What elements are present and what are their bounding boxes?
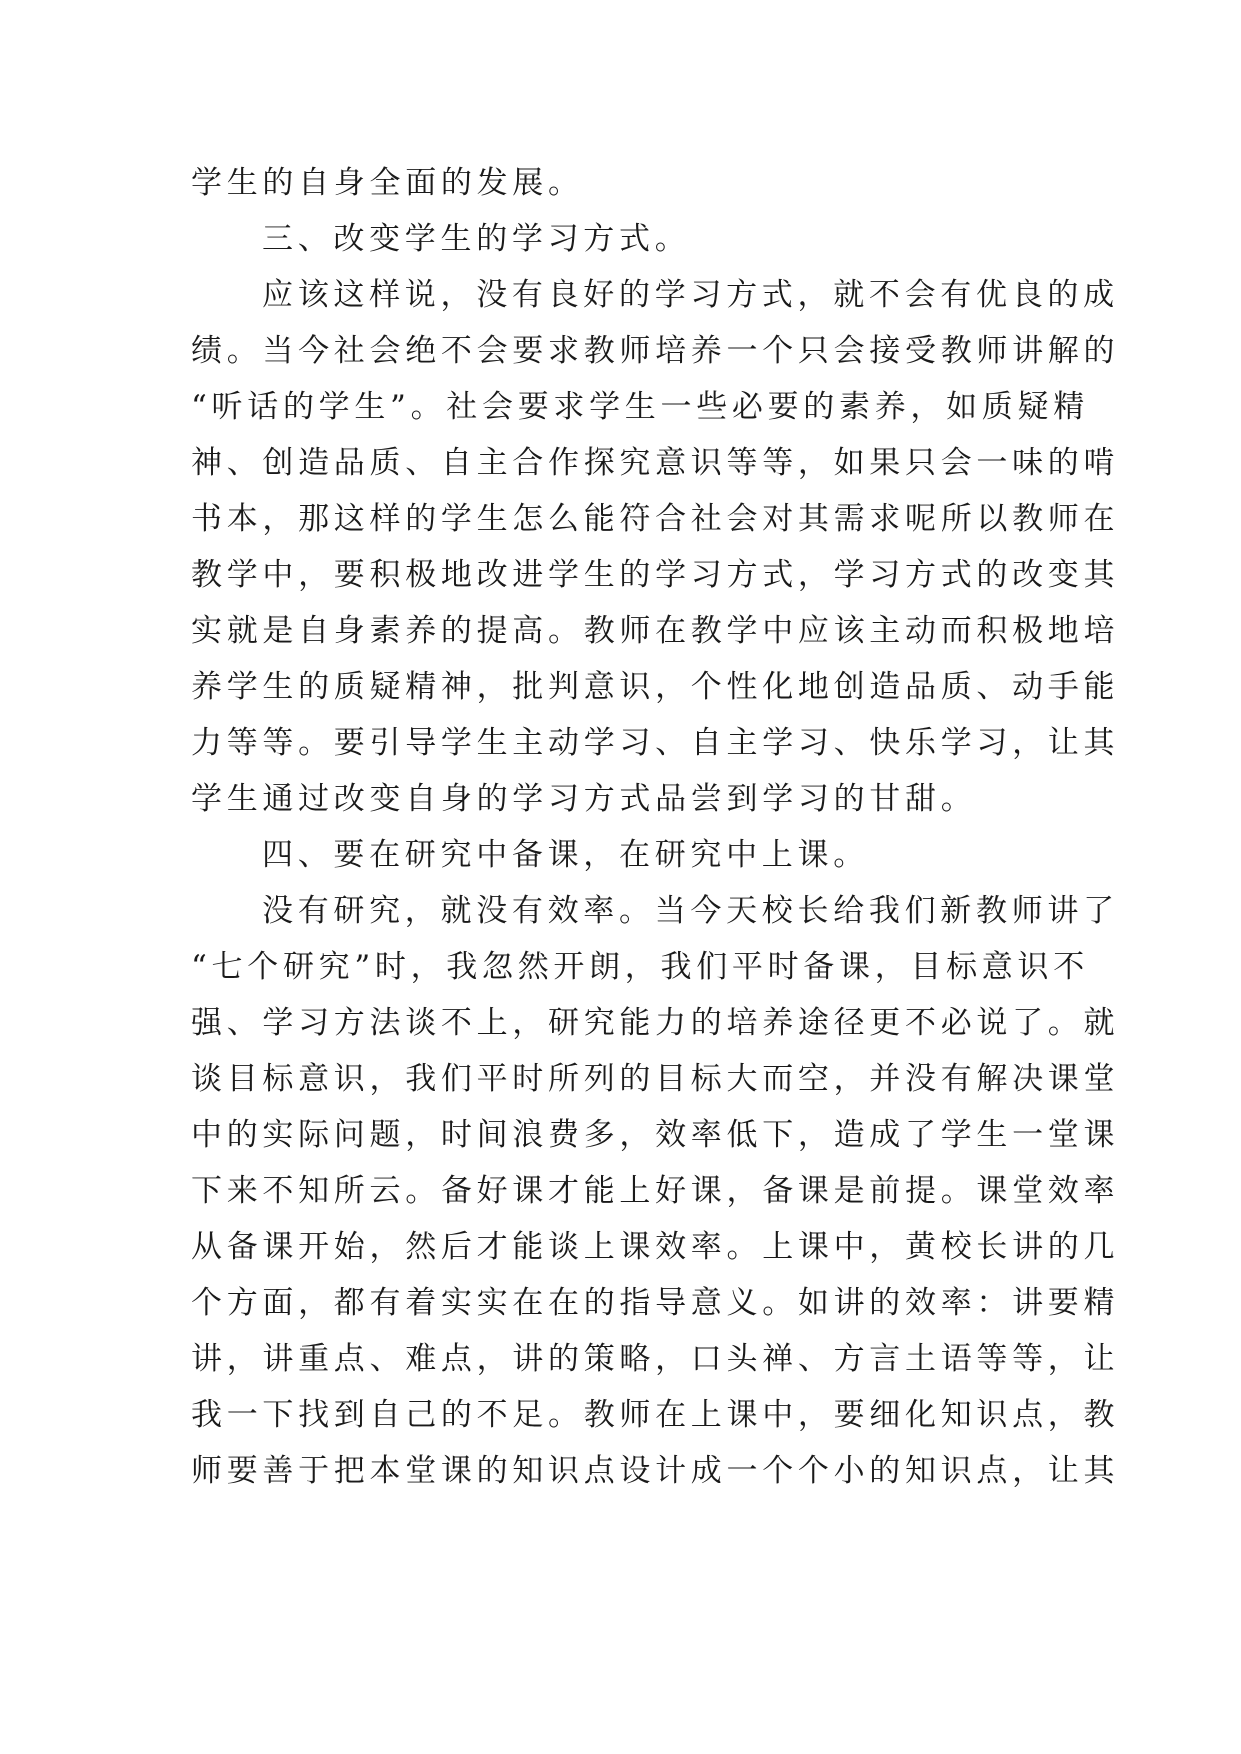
text-line: 强、学习方法谈不上，研究能力的培养途径更不必说了。就: [191, 1005, 1120, 1041]
text-line: 实就是自身素养的提高。教师在教学中应该主动而积极地培: [191, 613, 1120, 649]
text-line: 个方面，都有着实实在在的指导意义。如讲的效率：讲要精: [191, 1285, 1120, 1321]
text-line: 讲，讲重点、难点，讲的策略，口头禅、方言土语等等，让: [191, 1341, 1120, 1377]
text-line: 教学中，要积极地改进学生的学习方式，学习方式的改变其: [191, 557, 1120, 593]
text-line: 养学生的质疑精神，批判意识，个性化地创造品质、动手能: [191, 669, 1120, 705]
body-text: [191, 155, 1120, 1499]
text-line: 下来不知所云。备好课才能上好课，备课是前提。课堂效率: [191, 1173, 1120, 1209]
text-line: 力等等。要引导学生主动学习、自主学习、快乐学习，让其: [191, 725, 1120, 761]
text-line: 学生通过改变自身的学习方式品尝到学习的甘甜。: [191, 781, 977, 817]
text-line: 应该这样说，没有良好的学习方式，就不会有优良的成: [262, 277, 1119, 313]
text-line: “听话的学生”。社会要求学生一些必要的素养，如质疑精: [191, 389, 1089, 425]
text-line: 中的实际问题，时间浪费多，效率低下，造成了学生一堂课: [191, 1117, 1120, 1153]
text-line: 从备课开始，然后才能谈上课效率。上课中，黄校长讲的几: [191, 1229, 1120, 1265]
text-line: “七个研究”时，我忽然开朗，我们平时备课，目标意识不: [191, 949, 1089, 985]
text-line: 四、要在研究中备课，在研究中上课。: [262, 837, 869, 873]
text-line: 谈目标意识，我们平时所列的目标大而空，并没有解决课堂: [191, 1061, 1120, 1097]
text-line: 没有研究，就没有效率。当今天校长给我们新教师讲了: [262, 893, 1119, 929]
text-line: 师要善于把本堂课的知识点设计成一个个小的知识点，让其: [191, 1453, 1120, 1489]
text-line: 书本，那这样的学生怎么能符合社会对其需求呢所以教师在: [191, 501, 1120, 537]
text-line: 学生的自身全面的发展。: [191, 165, 584, 201]
text-line: 绩。当今社会绝不会要求教师培养一个只会接受教师讲解的: [191, 333, 1120, 369]
text-line: 三、改变学生的学习方式。: [262, 221, 691, 257]
text-line: 神、创造品质、自主合作探究意识等等，如果只会一味的啃: [191, 445, 1120, 481]
text-line: 我一下找到自己的不足。教师在上课中，要细化知识点，教: [191, 1397, 1120, 1433]
